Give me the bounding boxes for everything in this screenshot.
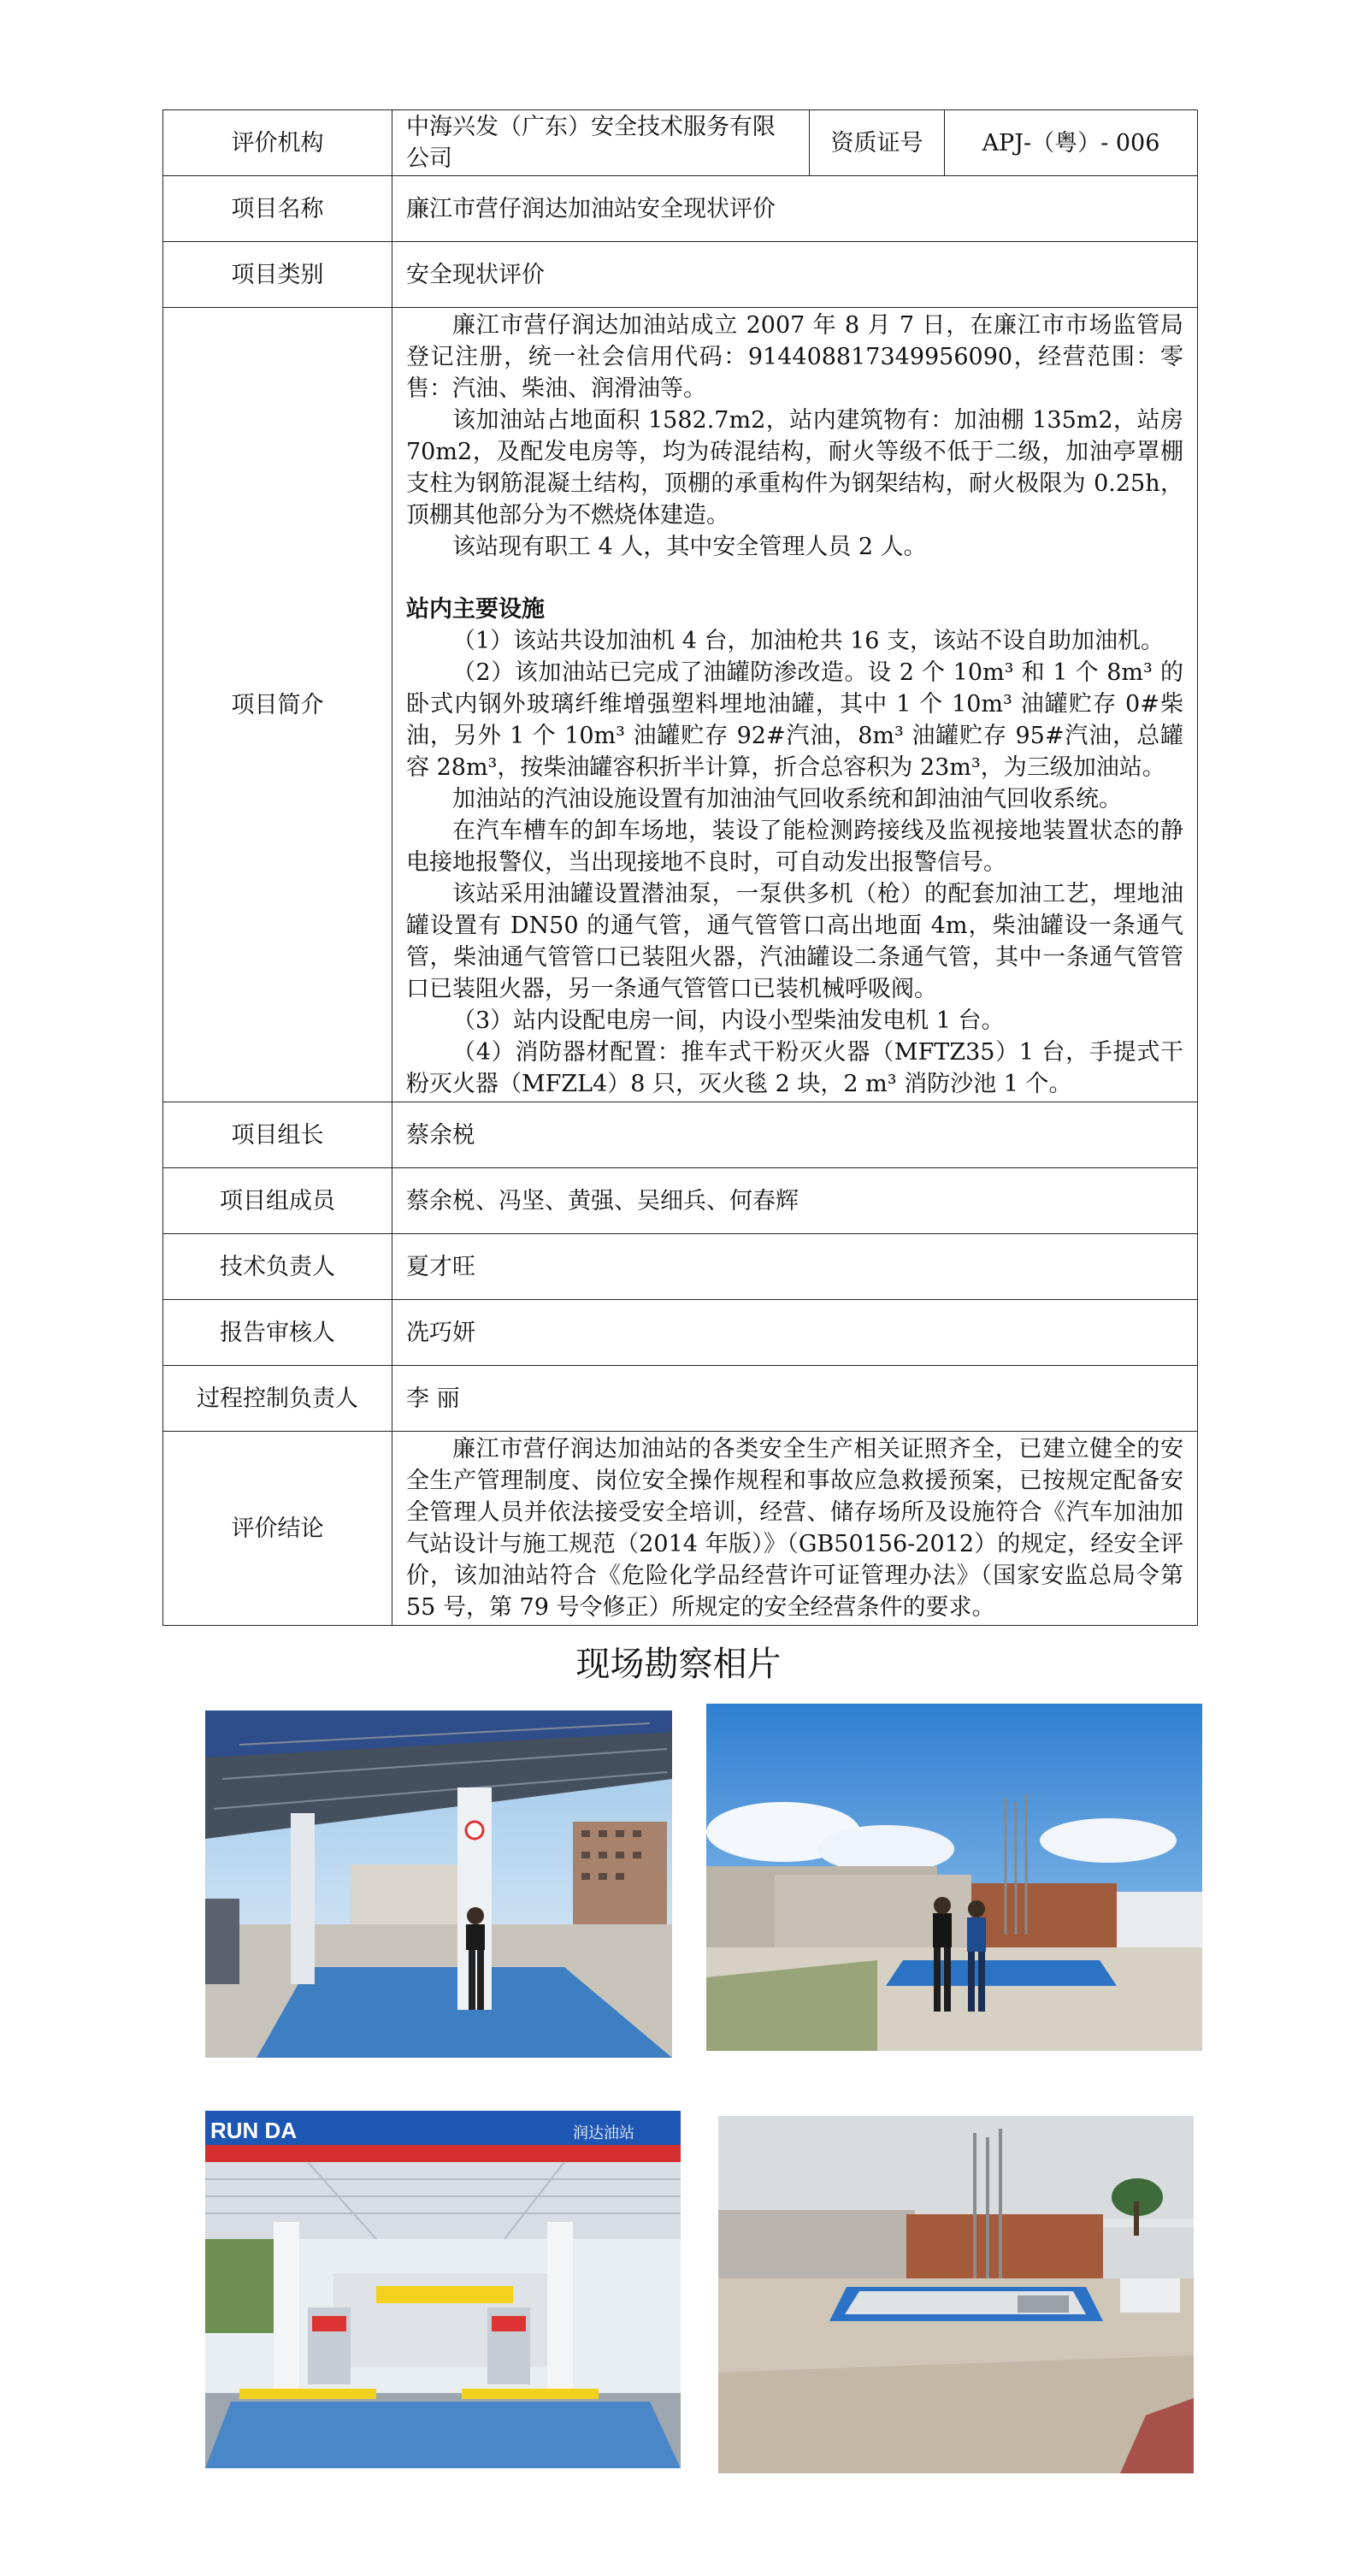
photos-section-title: 现场勘察相片 <box>575 1645 782 1684</box>
info-table <box>162 109 1198 1626</box>
conclusion-text: 廉江市营仔润达加油站的各类安全生产相关证照齐全，已建立健全的安全生产管理制度、岗位安全操作规程和事故应急救援预案，已按规定配备安全管理人员并依法接受安全培训，经营、储存场所及设施符合《汽车加油加气站设计与施工规范（2014 年版）》（GB50156-2012）的规定，经安全评价，该加油站符合《危险化学品经营许可证管理办法》（国家安监总局令第 55 号，第 79 号令修正）所规定的安全经营条件的要求。 <box>406 1436 1183 1621</box>
facility-item-1: （1）该站共设加油机 4 台，加油枪共 16 支，该站不设自助加油机。 <box>452 628 1165 654</box>
row-members <box>163 1168 1198 1234</box>
members-label: 项目组成员 <box>163 1168 392 1234</box>
name-label: 项目名称 <box>163 176 392 242</box>
org-value: 中海兴发（广东）安全技术服务有限公司 <box>392 110 810 176</box>
facility-item-3: （3）站内设配电房一间，内设小型柴油发电机 1 台。 <box>452 1007 1005 1034</box>
site-photo-tank-area <box>706 1704 1202 2051</box>
site-photo-canopy <box>205 1710 672 2058</box>
canopy-brand-text: RUN DA <box>210 2118 298 2143</box>
members-value: 蔡余棁、冯坚、黄强、吴细兵、何春辉 <box>392 1168 1198 1234</box>
vent-pipes-photo-image <box>718 2116 1194 2473</box>
org-label: 评价机构 <box>163 110 392 176</box>
tank-area-photo-image <box>706 1704 1202 2051</box>
intro-paragraph-2: 该加油站占地面积 1582.7m2，站内建筑物有：加油棚 135m2，站房 70m2，及配发电房等，均为砖混结构，耐火等级不低于二级，加油亭罩棚支柱为钢筋混凝土结构，顶棚的承重构件为钢架结构，耐火极限为 0.25h，顶棚其他部分为不燃烧体建造。 <box>406 407 1183 529</box>
row-leader <box>163 1102 1198 1168</box>
intro-paragraph-3: 该站现有职工 4 人，其中安全管理人员 2 人。 <box>452 534 927 560</box>
row-intro <box>163 308 1198 1102</box>
row-conclusion <box>163 1432 1198 1626</box>
static-grounding-text: 在汽车槽车的卸车场地，装设了能检测跨接线及监视接地装置状态的静电接地报警仪，当出现接地不良时，可自动发出报警信号。 <box>406 818 1183 876</box>
canopy-photo-image <box>205 1710 672 2058</box>
type-value: 安全现状评价 <box>392 242 1198 308</box>
name-value: 廉江市营仔润达加油站安全现状评价 <box>392 176 1198 242</box>
pump-process-text: 该站采用油罐设置潜油泵，一泵供多机（枪）的配套加油工艺，埋地油罐设置有 DN50 的通气管，通气管管口高出地面 4m，柴油罐设一条通气管，柴油通气管管口已装阻火器，汽油罐设二条通气管，其中一条通气管管口已装阻火器，另一条通气管管口已装机械呼吸阀。 <box>406 881 1183 1002</box>
site-photo-forecourt <box>205 2111 681 2468</box>
row-review <box>163 1300 1198 1366</box>
review-value: 冼巧妍 <box>392 1300 1198 1366</box>
review-label: 报告审核人 <box>163 1300 392 1366</box>
intro-paragraph-1: 廉江市营仔润达加油站成立 2007 年 8 月 7 日，在廉江市市场监管局登记注册，统一社会信用代码：914408817349956090，经营范围：零售：汽油、柴油、润滑油等。 <box>406 312 1183 402</box>
type-label: 项目类别 <box>163 242 392 308</box>
row-process <box>163 1366 1198 1432</box>
evaluation-info-sheet <box>162 109 1197 1626</box>
cert-label: 资质证号 <box>810 110 945 176</box>
intro-value <box>392 308 1198 1102</box>
leader-value: 蔡余棁 <box>392 1102 1198 1168</box>
facilities-heading: 站内主要设施 <box>406 596 545 623</box>
site-photo-vent-pipes <box>718 2116 1194 2473</box>
row-tech <box>163 1234 1198 1300</box>
intro-label: 项目简介 <box>163 308 392 1102</box>
facility-item-2: （2）该加油站已完成了油罐防渗改造。设 2 个 10m³ 和 1 个 8m³ 的卧式内钢外玻璃纤维增强塑料埋地油罐，其中 1 个 10m³ 油罐贮存 0#柴油，另外 1 个 10m³ 油罐贮存 92#汽油，8m³ 油罐贮存 95#汽油，总罐容 28m³，按柴油罐容积折半计算，折合总容积为 23m³，为三级加油站。 <box>406 659 1183 781</box>
conclusion-value <box>392 1432 1198 1626</box>
tech-label: 技术负责人 <box>163 1234 392 1300</box>
leader-label: 项目组长 <box>163 1102 392 1168</box>
conclusion-label: 评价结论 <box>163 1432 392 1626</box>
cert-value: APJ-（粤）- 006 <box>945 110 1198 176</box>
station-sign-text: 润达油站 <box>573 2124 634 2142</box>
facility-item-4: （4）消防器材配置：推车式干粉灭火器（MFTZ35）1 台，手提式干粉灭火器（MFZL4）8 只，灭火毯 2 块，2 m³ 消防沙池 1 个。 <box>406 1039 1183 1097</box>
row-name <box>163 176 1198 242</box>
process-label: 过程控制负责人 <box>163 1366 392 1432</box>
row-type <box>163 242 1198 308</box>
vapor-recovery-text: 加油站的汽油设施设置有加油油气回收系统和卸油油气回收系统。 <box>452 786 1122 812</box>
row-org <box>163 110 1198 176</box>
forecourt-photo-image <box>205 2111 681 2468</box>
tech-value: 夏才旺 <box>392 1234 1198 1300</box>
process-value: 李 丽 <box>392 1366 1198 1432</box>
